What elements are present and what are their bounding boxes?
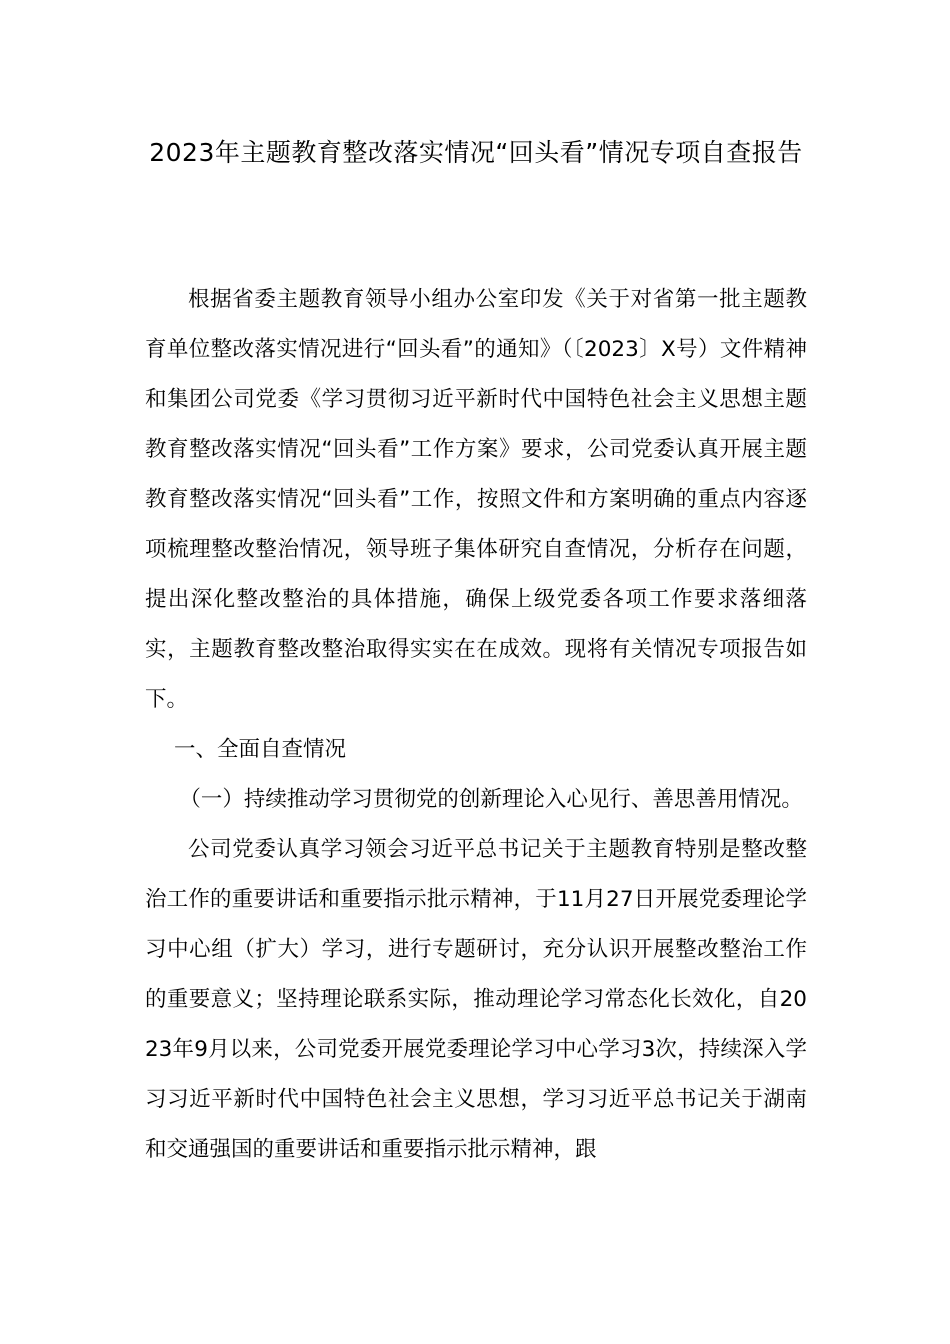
section-1-heading: 一、全面自查情况	[174, 737, 347, 762]
document-title: 2023年主题教育整改落实情况“回头看”情况专项自查报告	[149, 138, 803, 167]
section-1-1-heading: （一）持续推动学习贯彻党的创新理论入心见行、善思善用情况。	[179, 787, 803, 812]
intro-paragraph: 根据省委主题教育领导小组办公室印发《关于对省第一批主题教育单位整改落实情况进行“回头看”的通知》（〔2023〕X号）文件精神和集团公司党委《学习贯彻习近平新时代中国特色社会主义思想主题教育整改落实情况“回头看”工作方案》要求，公司党委认真开展主题教育整改落实情况“回头看”工作，按照文件和方案明确的重点内容逐项梳理整改整治情况，领导班子集体研究自查情况，分析存在问题，提出深化整改整治的具体措施，确保上级党委各项工作要求落细落实，主题教育整改整治取得实实在在成效。现将有关情况专项报告如下。	[145, 287, 807, 712]
section-1-1-body: 公司党委认真学习领会习近平总书记关于主题教育特别是整改整治工作的重要讲话和重要指示批示精神，于11月27日开展党委理论学习中心组（扩大）学习，进行专题研讨，充分认识开展整改整治工作的重要意义；坚持理论联系实际，推动理论学习常态化长效化，自2023年9月以来，公司党委开展党委理论学习中心学习3次，持续深入学习习近平新时代中国特色社会主义思想，学习习近平总书记关于湖南和交通强国的重要讲话和重要指示批示精神，跟	[145, 837, 807, 1162]
document-body	[145, 275, 807, 1175]
